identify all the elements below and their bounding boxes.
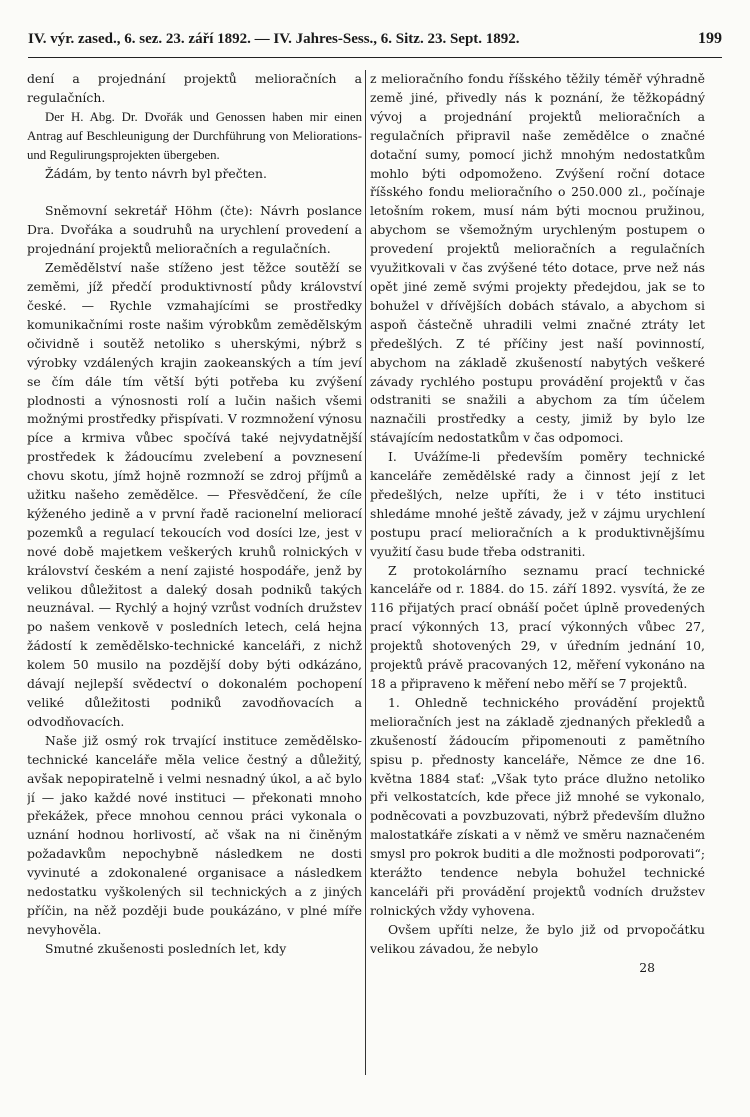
separator — [27, 183, 362, 202]
paragraph: Z protokolárního seznamu prací technické kanceláře od r. 1884. do 15. září 1892. vysvítá, že ze 116 přijatých prací obnáší počet úplně provedených prací výkonných 13, prací výkonných vůbec 27, projektů shotovených 29, v úředním jednání 10, projektů právě pracovaných 12, měření vykonáno na 18 a připraveno k měření nebo měří se 7 projektů. — [370, 562, 705, 691]
header-title: IV. výr. zased., 6. sez. 23. září 1892. — IV. Jahres-Sess., 6. Sitz. 23. Sept. 1892. — [28, 31, 520, 47]
german-paragraph: Der H. Abg. Dr. Dvořák und Genossen haben mir einen Antrag auf Beschleunigung der Durchführung von Meliorations- und Regulirungsprojekten übergeben. — [27, 109, 362, 162]
paragraph: Sněmovní sekretář Höhm (čte): Návrh poslance Dra. Dvořáka a soudruhů na urychlení provedení a projednání projektů melioračních a regulačních. — [27, 203, 362, 257]
paragraph: Zemědělství naše stíženo jest těžce soutěží se zeměmi, jíž předčí produktivností půdy království české. — Rychle vzmahajícími se prostředky komunikačními roste našim výrobkům zemědělským očividně i soutěž netoliko s uherskými, nýbrž s výrobky vzdálených krajin zaokeanských a tím jeví se čím dále tím větší býti potřeba ku zvýšení plodnosti a výnosnosti rolí a lučin našich všemi možnými prostředky přispívati. V rozmnožení výnosu píce a krmiva vůbec spočívá také nejvydatnější prostředek k žádoucímu zvelebení a povznesení chovu skotu, jímž hojně rozmnoží se zdroj příjmů a užitku našeho zemědělce. — Přesvědčení, že cíle kýženého jedině a v první řadě racionelní meliorací pozemků a regulací tekoucích vod dosíci lze, jest v nové době majetkem veškerých kruhů rolnických v království českém a není zajisté hospodáře, jenž by velikou důležitost a daleký dosah podniků takých neuznával. — Rychlý a hojný vzrůst vodních družstev po našem venkově v posledních letech, celá hejna žádostí k zemědělsko-technické kanceláři, z nichž kolem 50 musilo na pozdější doby býti odkázáno, dávají nejlepší svědectví o dokonalém pochopení veliké důležitosti podniků zavodňovacích a odvodňovacích. — [27, 260, 362, 729]
page-number: 199 — [698, 30, 722, 47]
left-column — [27, 70, 362, 1080]
signature-number: 28 — [639, 959, 655, 975]
paragraph: Naše již osmý rok trvající instituce zemědělsko-technické kanceláře měla velice čestný a důležitý, avšak nepopiratelně i velmi nesnadný úkol, a ač bylo jí — jako každé nové instituci — překonati mnoho překážek, přece mnohou cennou práci vykonala o uznání hodnou horlivostí, ač však na ni činěným požadavkům nepochybně následkem ne dosti vyvinuté a zdokonalené organisace a následkem nedostatku vyškolených sil technických a z jiných příčin, na něž později bude poukázáno, v plné míře nevyhověla. — [27, 732, 362, 937]
column-divider — [365, 70, 366, 1075]
running-header — [28, 30, 722, 58]
right-column — [370, 70, 705, 1080]
paragraph: I. Uvážíme-li především poměry technické kanceláře zemědělské rady a činnost její z let předešlých, nelze upříti, že i v této instituci shledáme mnohé ještě závady, jež v zájmu urychlení postupu prací melioračních a k produktivnějšímu využití času bude třeba odstraniti. — [370, 449, 705, 559]
paragraph: z melioračního fondu říšského těžily téměř výhradně země jiné, přivedly nás k poznání, že těžkopádný vývoj a projednání projektů melioračních a regulačních připravil naše zemědělce o značné dotační sumy, pomocí jichž mnohým nedostatkům mohlo býti odpomoženo. Zvýšení roční dotace říšského fondu melioračního o 250.000 zl., počínaje letošním rokem, musí nám býti mocnou pružinou, abychom se všemožným urychleným postupem o provedení projektů melioračních a regulačních využitkovali v čas zvýšené této dotace, prve než nás opět jiné země svými projekty předejdou, jak se to bohužel v dřívějších dobách stávalo, a abychom si aspoň částečně uhradili velmi značné ztráty let předešlých. Z té příčiny jest naší povinností, abychom na základě zkušeností nabytých veškeré závady rychlého postupu provádění projektů v čas odstraniti se snažili a abychom za tím účelem naznačili prostředky a cesty, jimiž by bylo lze stávajícím nedostatkům v čas odpomoci. — [370, 71, 705, 446]
paragraph: Ovšem upříti nelze, že bylo již od prvopočátku velikou závadou, že nebylo — [370, 921, 705, 956]
paragraph: dení a projednání projektů melioračních a regulačních. — [27, 71, 362, 105]
paragraph: Smutné zkušenosti posledních let, kdy — [45, 940, 287, 956]
paragraph: 1. Ohledně technického provádění projektů melioračních jest na základě zjednaných překledů a zkušeností žádoucím připomenouti z pamětního spisu p. přednosty kanceláře, Němce ze dne 16. května 1884 stať: „Však tyto práce dlužno netoliko při velkostatcích, kde přece již mnohé se vykonalo, podněcovati a povzbuzovati, nýbrž především dlužno malostatkáře získati a v němž ve směru naznačeném smysl pro pokrok buditi a dle možnosti podporovati“; kterážto tendence nebyla bohužel technické kanceláři při provádění projektů vodních družstev rolnických vždy vyhovena. — [370, 694, 705, 918]
paragraph: Žádám, by tento návrh byl přečten. — [45, 165, 267, 181]
